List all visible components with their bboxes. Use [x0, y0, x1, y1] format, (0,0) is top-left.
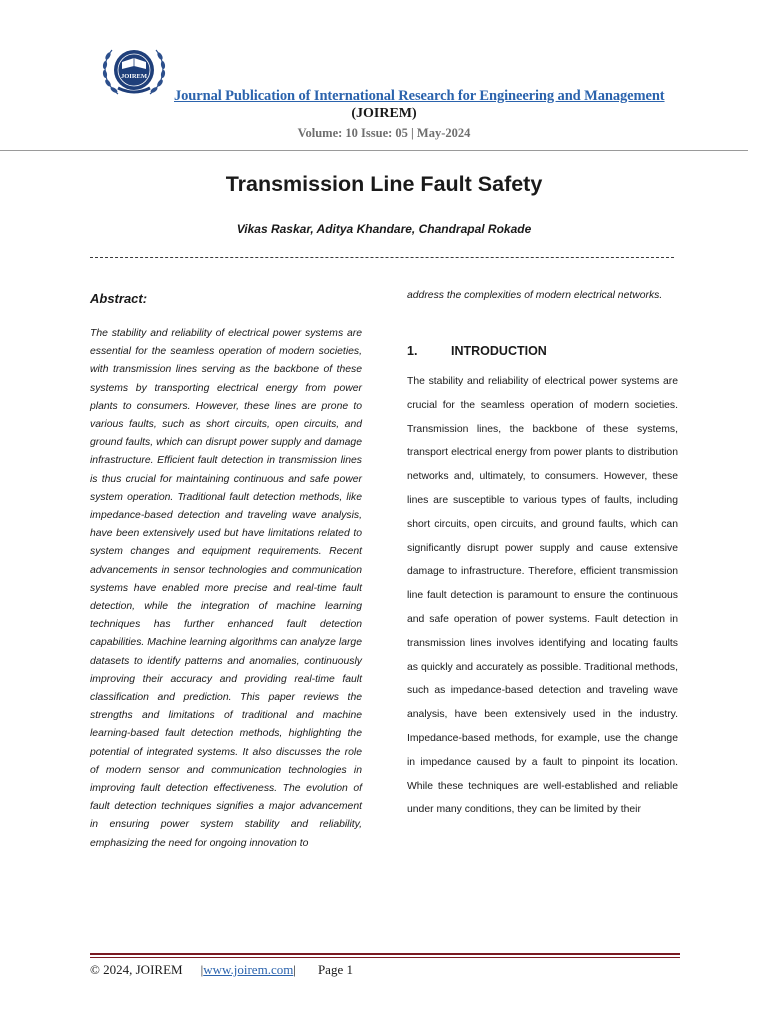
footer-rule-thin: [90, 957, 680, 958]
logo-text: JOIREM: [121, 73, 147, 80]
page-footer: [90, 962, 353, 978]
footer-page-number: Page 1: [317, 962, 353, 977]
abstract-body: The stability and reliability of electrical power systems are essential for the seamless operation of modern societies, with transmission lines serving as the backbone of these systems by transporting electrical energy from power plants to consumers. However, these lines are prone to various faults, such as short circuits, open circuits, and ground faults, which can disrupt power supply and damage infrastructure. Efficient fault detection in transmission lines is thus crucial for maintaining continuous and safe power system operation. Traditional fault detection methods, like impedance-based detection and traveling wave analysis, have been extensively used but have limitations related to system changes and equipment requirements. Recent advancements in sensor technologies and communication systems have enabled more precise and real-time fault detection, while the integration of machine learning techniques has further enhanced fault detection capabilities. Machine learning algorithms can analyze large datasets to identify patterns and anomalies, continuously improving their accuracy and providing real-time fault classification and prediction. This paper reviews the strengths and limitations of traditional and machine learning-based fault detection methods, highlighting the potential of integrated systems. It also discusses the role of modern sensor and communication technologies in improving fault detection effectiveness. The evolution of fault detection techniques signifies a major advancement in ensuring power system stability and reliability, emphasizing the need for ongoing innovation to: [90, 328, 362, 849]
footer-link-suffix: |: [293, 962, 296, 977]
section-title: INTRODUCTION: [451, 344, 547, 358]
journal-abbreviation: (JOIREM): [351, 106, 417, 121]
footer-rule-thick: [90, 953, 680, 955]
introduction-body: The stability and reliability of electrical power systems are crucial for the seamless operation of modern societies. Transmission lines, the backbone of these systems, transport electrical energy from power plants to distribution networks and, ultimately, to consumers. However, these lines are susceptible to various types of faults, including short circuits, open circuits, and ground faults, which can significantly disrupt power supply and cause extensive damage to infrastructure. Therefore, efficient transmission line fault detection is paramount to ensure the continuous and safe operation of power systems. Fault detection in transmission lines involves identifying and locating faults as quickly and accurately as possible. Traditional methods, such as impedance-based detection and traveling wave analysis, have been extensively used in the industry. Impedance-based methods, for example, use the change in impedance caused by a fault to pinpoint its location. While these techniques are well-established and reliable under many conditions, they can be limited by their: [407, 376, 678, 816]
footer-website-link[interactable]: www.joirem.com: [203, 962, 294, 977]
footer-link-prefix: |: [200, 962, 204, 977]
section-number: 1.: [407, 344, 418, 358]
journal-logo: [96, 38, 172, 102]
footer-copyright: © 2024, JOIREM: [90, 962, 183, 977]
abstract-continuation: address the complexities of modern electrical networks.: [407, 290, 663, 301]
journal-name-link[interactable]: Journal Publication of International Research for Engineering and Management: [174, 88, 665, 104]
introduction-heading: [407, 344, 547, 358]
dashed-divider: [90, 257, 674, 258]
paper-authors: Vikas Raskar, Aditya Khandare, Chandrapal Rokade: [236, 222, 532, 236]
volume-issue: Volume: 10 Issue: 05 | May-2024: [297, 126, 471, 140]
header-divider: [0, 150, 748, 151]
abstract-heading: Abstract:: [90, 291, 148, 306]
paper-title: Transmission Line Fault Safety: [225, 172, 543, 196]
